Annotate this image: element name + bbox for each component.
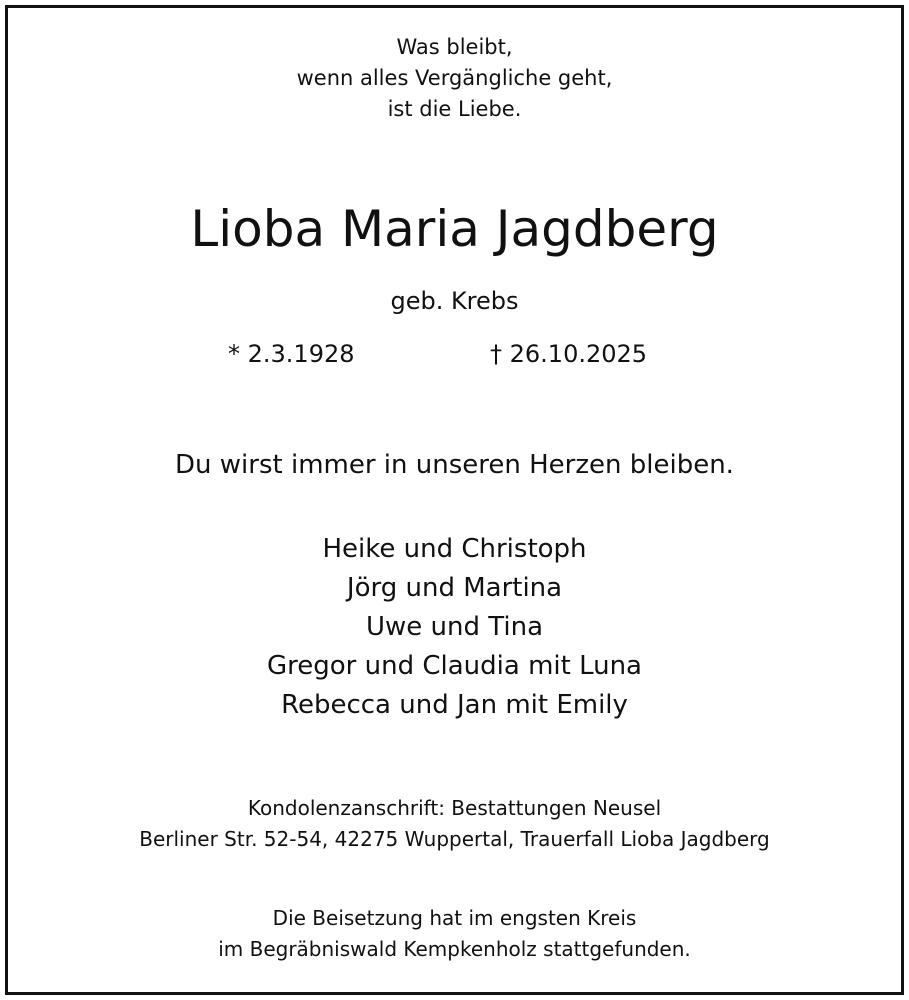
message: Du wirst immer in unseren Herzen bleiben. [175,450,734,480]
family-member: Rebecca und Jan mit Emily [281,690,628,720]
burial-line: Die Beisetzung hat im engsten Kreis [272,906,637,930]
burial-note [0,903,909,965]
condolence-line: Kondolenzanschrift: Bestattungen Neusel [247,796,662,820]
family-member: Gregor und Claudia mit Luna [267,651,642,681]
motto-line: ist die Liebe. [387,97,522,121]
death-date: † 26.10.2025 [490,340,648,368]
condolence-address [0,793,909,855]
motto-line: Was bleibt, [396,35,513,59]
deceased-name: Lioba Maria Jagdberg [190,200,719,258]
family-list [0,530,909,725]
motto-line: wenn alles Vergängliche geht, [296,66,613,90]
family-member: Jörg und Martina [346,573,563,603]
birth-date: * 2.3.1928 [228,340,355,368]
family-member: Heike und Christoph [322,534,587,564]
maiden-name: geb. Krebs [390,287,519,315]
motto [0,32,909,125]
condolence-line: Berliner Str. 52-54, 42275 Wuppertal, Trauerfall Lioba Jagdberg [139,827,770,851]
burial-line: im Begräbniswald Kempkenholz stattgefunden. [218,937,691,961]
family-member: Uwe und Tina [366,612,543,642]
